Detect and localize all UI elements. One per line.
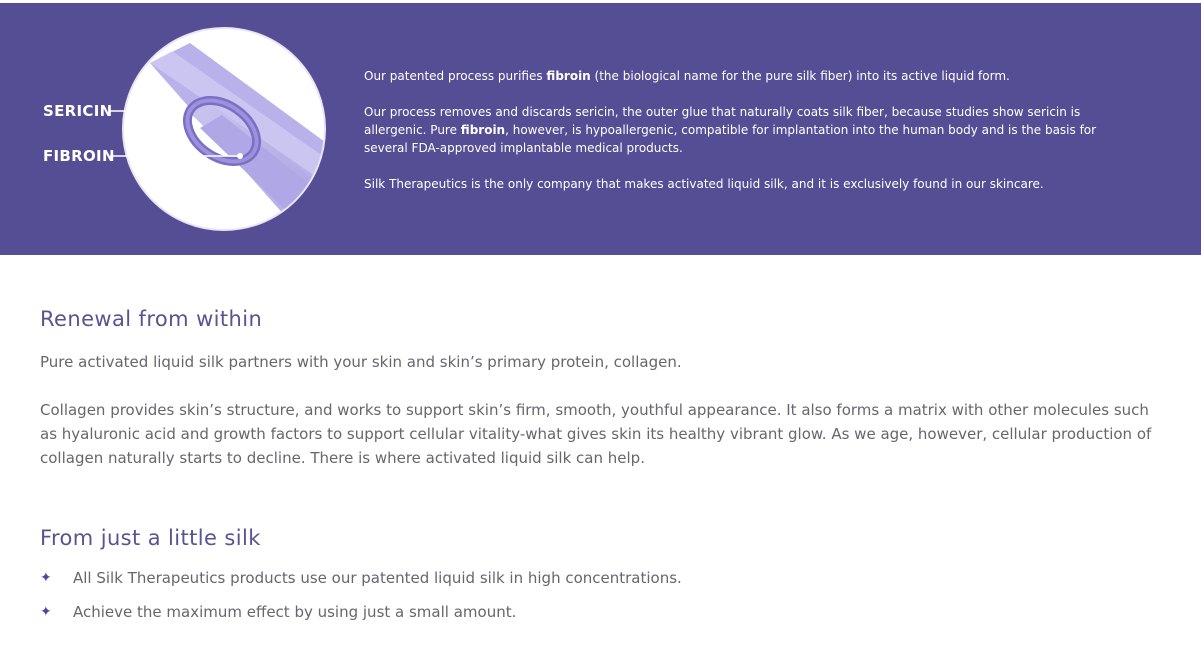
- fibroin-bold: fibroin: [460, 123, 506, 137]
- banner-description: [364, 67, 1104, 211]
- renewal-paragraph-2: Collagen provides skin’s structure, and works to support skin’s firm, smooth, youthful appearance. It also forms a matrix with other molecules such as hyaluronic acid and growth factors to support cellular vitality-what gives skin its healthy vibrant glow. As we age, however, cellular production of collagen naturally starts to decline. There is where activated liquid silk can help.: [40, 401, 1152, 467]
- renewal-heading: Renewal from within: [40, 307, 263, 331]
- sparkle-icon: ✦: [40, 570, 52, 586]
- list-item-text: Achieve the maximum effect by using just a small amount.: [73, 603, 517, 621]
- banner-paragraph-3: Silk Therapeutics is the only company that makes activated liquid silk, and it is exclusively found in our skincare.: [364, 177, 1044, 191]
- text-span: Our patented process purifies: [364, 69, 547, 83]
- fibroin-bold: fibroin: [546, 69, 591, 83]
- list-item: [40, 566, 1165, 600]
- silk-info-banner: [0, 3, 1201, 255]
- renewal-paragraph-1: Pure activated liquid silk partners with your skin and skin’s primary protein, collagen.: [40, 353, 682, 371]
- text-span: Our process removes and discards sericin, the outer glue that naturally coats silk fiber, because studies show sericin is allergenic. Pure: [364, 105, 1081, 137]
- banner-paragraph-2: [364, 103, 1104, 157]
- list-item: [40, 600, 1165, 634]
- banner-paragraph-1: [364, 67, 1104, 85]
- text-span: , however, is hypoallergenic, compatible for implantation into the human body and is the basis for several FDA-approved implantable medical products.: [364, 123, 1097, 155]
- fibroin-label: FIBROIN: [43, 147, 115, 165]
- list-item-text: All Silk Therapeutics products use our patented liquid silk in high concentrations.: [73, 569, 682, 587]
- silk-fiber-illustration: [0, 3, 340, 255]
- silk-fiber-diagram: [0, 3, 340, 255]
- text-span: (the biological name for the pure silk fiber) into its active liquid form.: [590, 69, 1010, 83]
- sericin-label: SERICIN: [43, 102, 113, 120]
- benefits-list: [40, 566, 1165, 634]
- sparkle-icon: ✦: [40, 604, 52, 620]
- little-silk-heading: From just a little silk: [40, 526, 261, 550]
